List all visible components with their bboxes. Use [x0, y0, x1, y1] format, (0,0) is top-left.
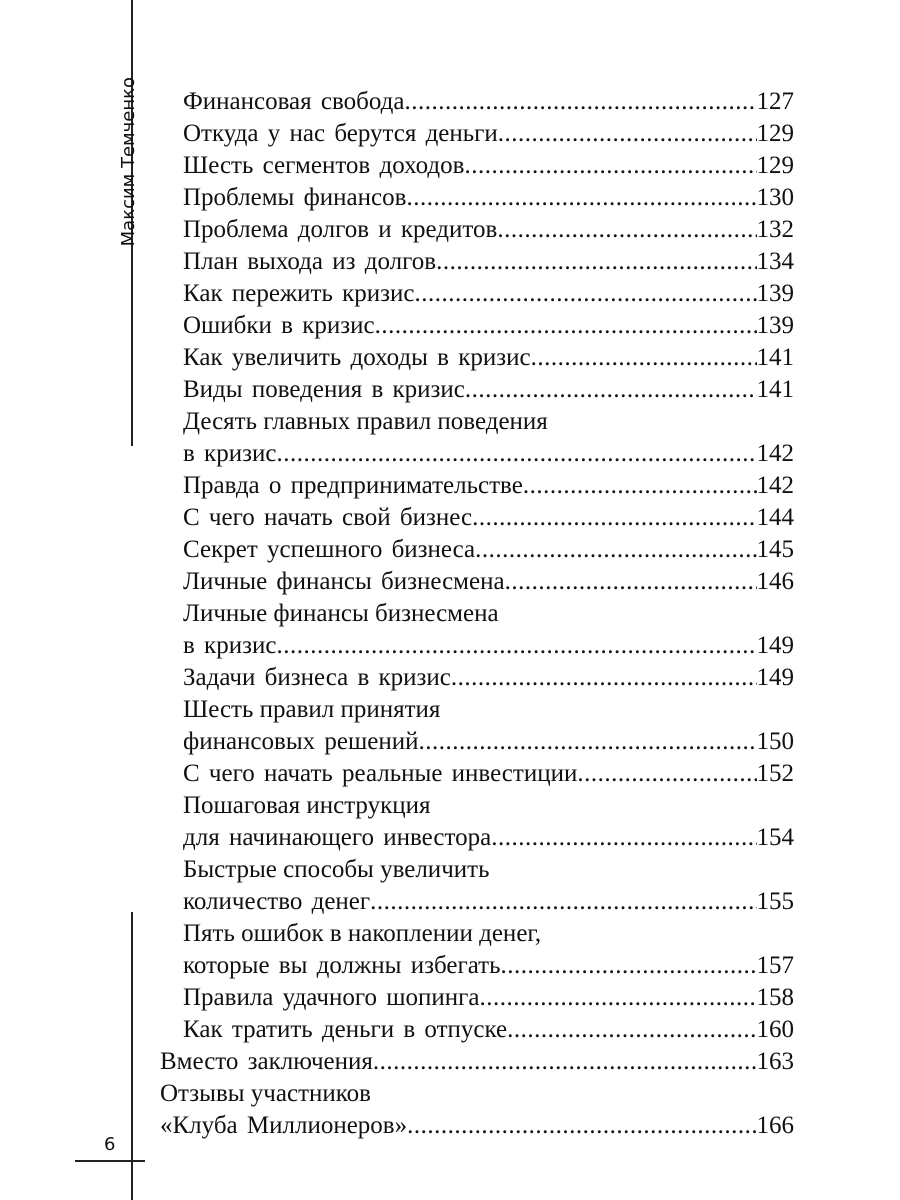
toc-entry-title: Как увеличить доходы в кризис	[183, 344, 531, 371]
toc-entry-page: 129	[756, 120, 794, 147]
toc-entry-title: Как пережить кризис	[183, 280, 415, 307]
toc-entry-page: 152	[756, 760, 794, 787]
toc-entry-page: 158	[756, 984, 794, 1011]
toc-entry-page: 141	[756, 376, 794, 403]
dot-leader	[465, 374, 757, 406]
toc-entry-title: финансовых решений	[183, 728, 419, 755]
toc-entry	[183, 662, 794, 694]
toc-entry-page: 134	[756, 248, 794, 275]
toc-entry	[183, 886, 794, 918]
toc-entry-page: 149	[756, 664, 794, 691]
toc-entry-title-line: Пошаговая инструкция	[183, 792, 431, 819]
toc-entry	[160, 1110, 794, 1142]
toc-entry	[183, 278, 794, 310]
dot-leader	[497, 214, 756, 246]
toc-entry-page: 144	[756, 504, 794, 531]
toc-entry	[183, 566, 794, 598]
toc-entry-title: «Клуба Миллионеров»	[160, 1112, 408, 1139]
toc-entry-title: С чего начать свой бизнес	[183, 504, 473, 531]
dot-leader	[370, 886, 756, 918]
toc-entry-title: в кризис	[183, 632, 277, 659]
toc-entry	[183, 310, 794, 342]
toc-entry	[183, 950, 794, 982]
toc-entry-title: Как тратить деньги в отпуске	[183, 1016, 508, 1043]
dot-leader	[375, 310, 757, 342]
toc-entry	[183, 182, 794, 214]
dot-leader	[507, 1014, 756, 1046]
toc-entry	[183, 118, 794, 150]
toc-entry	[160, 1046, 794, 1078]
toc-entry	[183, 150, 794, 182]
toc-entry-title: Проблемы финансов	[183, 184, 407, 211]
dot-leader	[276, 630, 756, 662]
dot-leader	[498, 118, 757, 150]
toc-entry	[183, 438, 794, 470]
toc-entry-title: Секрет успешного бизнеса	[183, 536, 476, 563]
toc-entry-title: Личные финансы бизнесмена	[183, 568, 505, 595]
dot-leader	[276, 438, 756, 470]
toc-entry	[183, 630, 794, 662]
toc-entry-title-line: Отзывы участников	[160, 1080, 371, 1107]
dot-leader	[406, 182, 756, 214]
footer-rule	[75, 1160, 145, 1162]
dot-leader	[451, 662, 757, 694]
toc-entry-page: 146	[756, 568, 794, 595]
toc-entry-title: Шесть сегментов доходов	[183, 152, 465, 179]
toc-entry-title-line: Личные финансы бизнесмена	[183, 600, 499, 627]
dot-leader	[407, 1110, 756, 1142]
toc-entry-page: 166	[756, 1112, 794, 1139]
toc-entry-title: в кризис	[183, 440, 277, 467]
toc-entry-title: Задачи бизнеса в кризис	[183, 664, 451, 691]
toc-entry-page: 130	[756, 184, 794, 211]
toc-entry-page: 149	[756, 632, 794, 659]
toc-entry	[183, 982, 794, 1014]
toc-entry-title: для начинающего инвестора	[183, 824, 492, 851]
toc-entry-title: Вместо заключения	[160, 1048, 373, 1075]
toc-entry	[183, 726, 794, 758]
toc-entry-page: 132	[756, 216, 794, 243]
dot-leader	[404, 86, 756, 118]
dot-leader	[373, 1046, 757, 1078]
toc-entry-title: Финансовая свобода	[183, 88, 405, 115]
toc-entry	[183, 342, 794, 374]
toc-entry-title-line: Пять ошибок в накоплении денег,	[183, 920, 542, 947]
toc-entry	[183, 1014, 794, 1046]
dot-leader	[436, 246, 756, 278]
toc-entry	[183, 758, 794, 790]
toc-entry-title: Проблема долгов и кредитов	[183, 216, 498, 243]
running-head-author: Максим Темченко	[118, 77, 139, 247]
dot-leader	[523, 470, 757, 502]
table-of-contents	[0, 86, 900, 1142]
toc-entry-title: Откуда у нас берутся деньги	[183, 120, 498, 147]
dot-leader	[415, 278, 757, 310]
toc-entry-page: 157	[756, 952, 794, 979]
toc-entry-title: Правила удачного шопинга	[183, 984, 480, 1011]
toc-entry	[183, 822, 794, 854]
dot-leader	[531, 342, 757, 374]
toc-entry-page: 155	[756, 888, 794, 915]
toc-entry-title-line: Десять главных правил поведения	[183, 408, 548, 435]
toc-entry-title: План выхода из долгов	[183, 248, 437, 275]
dot-leader	[475, 534, 756, 566]
toc-entry	[183, 470, 794, 502]
dot-leader	[464, 150, 756, 182]
toc-entry-page: 142	[756, 440, 794, 467]
toc-entry-page: 141	[756, 344, 794, 371]
dot-leader	[491, 822, 756, 854]
toc-entry-title: количество денег	[183, 888, 371, 915]
toc-entry-title: Виды поведения в кризис	[183, 376, 465, 403]
toc-entry-title: Ошибки в кризис	[183, 312, 375, 339]
dot-leader	[577, 758, 756, 790]
toc-entry-page: 142	[756, 472, 794, 499]
toc-entry	[183, 246, 794, 278]
toc-entry-title: Правда о предпринимательстве	[183, 472, 523, 499]
page-number: 6	[104, 1134, 116, 1155]
dot-leader	[479, 982, 756, 1014]
toc-entry-page: 139	[756, 312, 794, 339]
toc-entry	[183, 214, 794, 246]
toc-entry	[183, 502, 794, 534]
toc-entry-page: 139	[756, 280, 794, 307]
toc-entry-title-line: Шесть правил принятия	[183, 696, 441, 723]
toc-entry-page: 160	[756, 1016, 794, 1043]
toc-entry-page: 129	[756, 152, 794, 179]
toc-entry-title: С чего начать реальные инвестиции	[183, 760, 578, 787]
toc-entry-title-line: Быстрые способы увеличить	[183, 856, 490, 883]
dot-leader	[500, 950, 756, 982]
toc-entry-page: 145	[756, 536, 794, 563]
toc-entry	[183, 534, 794, 566]
toc-entry-page: 154	[756, 824, 794, 851]
dot-leader	[418, 726, 756, 758]
toc-entry	[183, 374, 794, 406]
dot-leader	[472, 502, 756, 534]
toc-entry-title: которые вы должны избегать	[183, 952, 501, 979]
toc-entry-page: 150	[756, 728, 794, 755]
dot-leader	[505, 566, 757, 598]
toc-entry-page: 127	[756, 88, 794, 115]
toc-entry	[183, 86, 794, 118]
toc-entry-page: 163	[756, 1048, 794, 1075]
